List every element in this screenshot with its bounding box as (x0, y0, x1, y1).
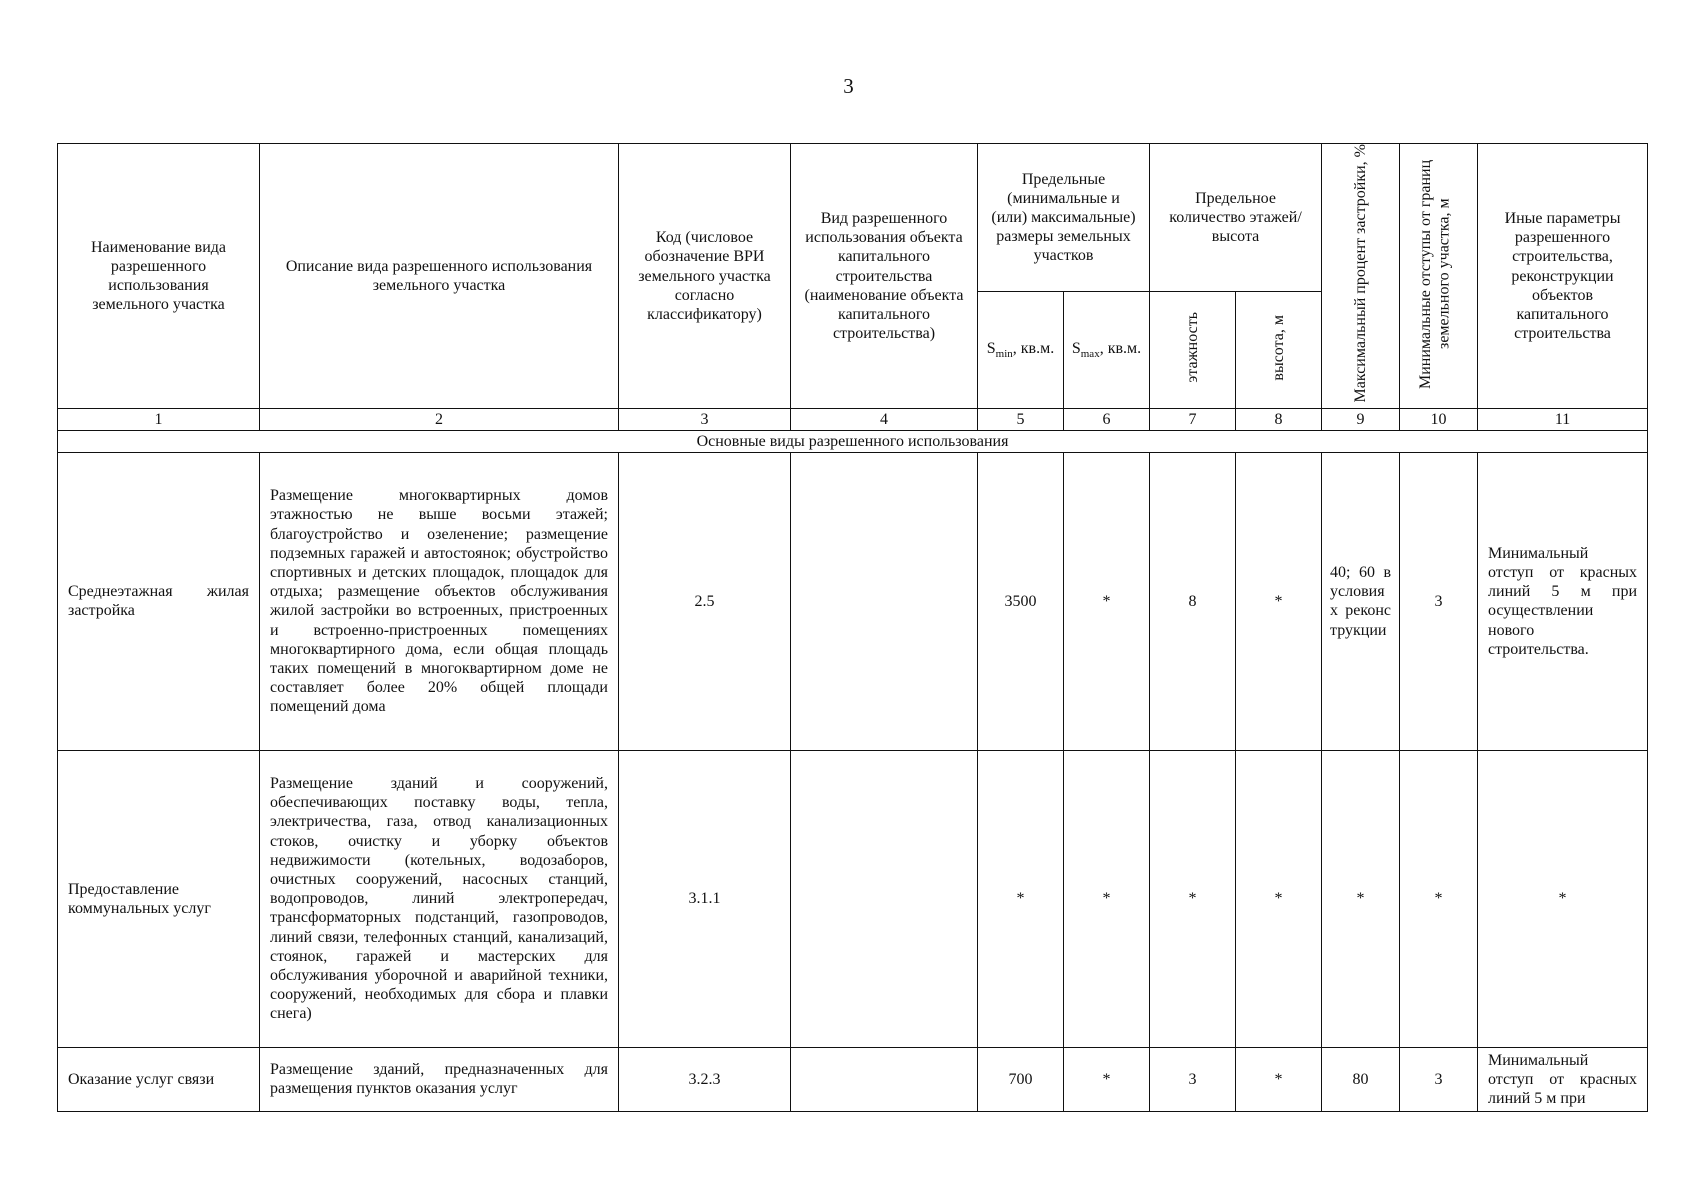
vri-name: Среднеэтажная жилая застройка (58, 453, 260, 750)
column-number: 3 (619, 409, 791, 431)
header-col4: Вид разрешенного использования объекта капитального строительства (наименование объекта капитального строительства) (791, 144, 978, 409)
other-params-value: Минимальный отступ от красных линий 5 м при (1478, 1047, 1648, 1111)
column-number: 6 (1064, 409, 1150, 431)
s-min-value: * (978, 750, 1064, 1047)
column-number: 10 (1400, 409, 1478, 431)
table-row (58, 1047, 1648, 1111)
vri-description: Размещение многоквартирных домов этажностью не выше восьми этажей; благоустройство и озеленение; размещение подземных гаражей и автостоянок; обустройство спортивных и детских площадок, площадок для отдыха; размещение объектов обслуживания жилой застройки во встроенных, пристроенных и встроенно-пристроенных помещениях многоквартирного дома, если общая площадь таких помещений в многоквартирном доме не составляет более 20% общей площади помещений дома (260, 453, 619, 750)
table-row (58, 453, 1648, 750)
column-number: 2 (260, 409, 619, 431)
floors-value: 8 (1150, 453, 1236, 750)
setback-value: * (1400, 750, 1478, 1047)
header-col3: Код (числовое обозначение ВРИ земельного участка согласно классификатору) (619, 144, 791, 409)
column-number: 7 (1150, 409, 1236, 431)
column-number: 11 (1478, 409, 1648, 431)
oks-type (791, 1047, 978, 1111)
vri-description: Размещение зданий, предназначенных для размещения пунктов оказания услуг (260, 1047, 619, 1111)
column-number: 9 (1322, 409, 1400, 431)
coverage-value: * (1322, 750, 1400, 1047)
table-row (58, 750, 1648, 1047)
header-floors-height-group: Предельное количество этажей/высота (1150, 144, 1322, 292)
header-floors: этажность (1150, 292, 1236, 409)
header-s-min: $S_{min}$, кв.м. (978, 292, 1064, 409)
vri-name: Предоставление коммунальных услуг (58, 750, 260, 1047)
column-number: 8 (1236, 409, 1322, 431)
floors-value: 3 (1150, 1047, 1236, 1111)
s-max-value: * (1064, 750, 1150, 1047)
vri-description: Размещение зданий и сооружений, обеспечивающих поставку воды, тепла, электричества, газа, отвод канализационных стоков, очистку и уборку объектов недвижимости (котельных, водозаборов, очистных сооружений, насосных станций, водопроводов, линий электропередач, трансформаторных подстанций, газопроводов, линий связи, телефонных станций, канализаций, стоянок, гаражей и мастерских для обслуживания уборочной и аварийной техники, сооружений, необходимых для сбора и плавки снега) (260, 750, 619, 1047)
header-col11: Иные параметры разрешенного строительства, реконструкции объектов капитального строительства (1478, 144, 1648, 409)
floors-value: * (1150, 750, 1236, 1047)
oks-type (791, 453, 978, 750)
coverage-value: 80 (1322, 1047, 1400, 1111)
header-col2: Описание вида разрешенного использования земельного участка (260, 144, 619, 409)
column-numbers-row (58, 409, 1648, 431)
oks-type (791, 750, 978, 1047)
column-number: 1 (58, 409, 260, 431)
s-min-value: 700 (978, 1047, 1064, 1111)
other-params-value: Минимальный отступ от красных линий 5 м при осуществлении нового строительства. (1478, 453, 1648, 750)
section-row (58, 431, 1648, 453)
height-value: * (1236, 1047, 1322, 1111)
coverage-value: 40; 60 в условиях реконструкции (1322, 453, 1400, 750)
zoning-regulations-table (57, 143, 1648, 1112)
header-col9: Максимальный процент застройки, % (1322, 144, 1400, 409)
setback-value: 3 (1400, 453, 1478, 750)
page-number: 3 (843, 74, 854, 98)
height-value: * (1236, 453, 1322, 750)
section-title: Основные виды разрешенного использования (58, 431, 1648, 453)
s-max-value: * (1064, 1047, 1150, 1111)
vri-code: 2.5 (619, 453, 791, 750)
s-min-value: 3500 (978, 453, 1064, 750)
vri-code: 3.2.3 (619, 1047, 791, 1111)
header-row-1 (58, 144, 1648, 292)
setback-value: 3 (1400, 1047, 1478, 1111)
other-params-value: * (1478, 750, 1648, 1047)
vri-code: 3.1.1 (619, 750, 791, 1047)
header-land-size-group: Предельные (минимальные и (или) максимальные) размеры земельных участков (978, 144, 1150, 292)
header-s-max: $S_{max}$, кв.м. (1064, 292, 1150, 409)
header-col10: Минимальные отступы от границ земельного участка, м (1400, 144, 1478, 409)
height-value: * (1236, 750, 1322, 1047)
vri-name: Оказание услуг связи (58, 1047, 260, 1111)
header-height: высота, м (1236, 292, 1322, 409)
header-col1: Наименование вида разрешенного использования земельного участка (58, 144, 260, 409)
column-number: 5 (978, 409, 1064, 431)
s-max-value: * (1064, 453, 1150, 750)
column-number: 4 (791, 409, 978, 431)
